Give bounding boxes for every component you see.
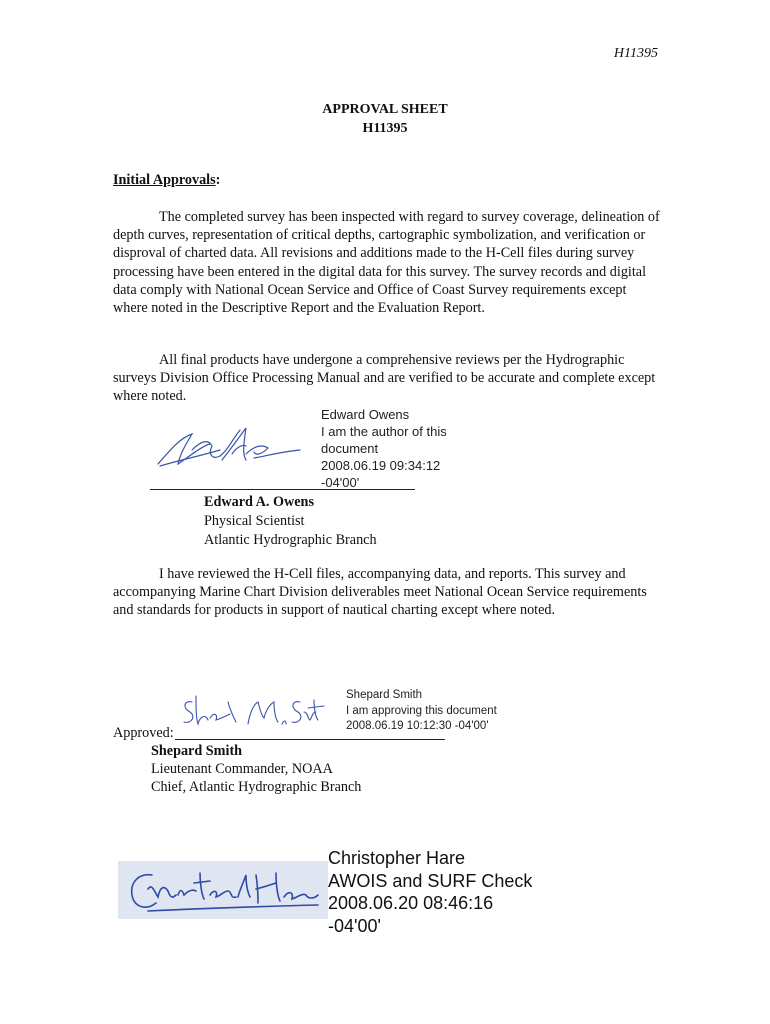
owens-sig-line-3: document <box>321 441 379 456</box>
initial-approvals-heading-text: Initial Approvals <box>113 172 216 188</box>
initial-approvals-heading <box>113 172 220 189</box>
hare-sig-line-1: Christopher Hare <box>328 848 466 868</box>
owens-org: Atlantic Hydrographic Branch <box>204 532 377 548</box>
owens-handwritten-signature <box>150 420 310 480</box>
owens-signature-block <box>204 493 377 550</box>
owens-sig-line-2: I am the author of this <box>321 424 447 439</box>
title-line-1: APPROVAL SHEET <box>322 102 448 117</box>
title-line-2: H11395 <box>362 121 408 136</box>
smith-signature-line <box>175 739 445 740</box>
smith-digital-signature <box>346 688 546 735</box>
owens-sig-line-1: Edward Owens <box>321 407 410 422</box>
owens-digital-signature <box>321 406 481 491</box>
document-id: H11395 <box>613 46 658 61</box>
owens-sig-line-5: -04'00' <box>321 475 360 490</box>
owens-name: Edward A. Owens <box>204 494 314 510</box>
owens-signature-line <box>150 489 415 490</box>
smith-handwritten-signature <box>178 690 328 732</box>
owens-sig-line-4: 2008.06.19 09:34:12 <box>321 458 441 473</box>
hare-handwritten-signature <box>118 861 328 919</box>
smith-sig-line-3: 2008.06.19 10:12:30 -04'00' <box>346 720 489 732</box>
smith-name: Shepard Smith <box>151 743 243 759</box>
owens-title: Physical Scientist <box>204 513 305 529</box>
inspection-paragraph-text: The completed survey has been inspected with regard to survey coverage, delineation of depth curves, representation of critical depths, cartographic symbolization, and verification or disproval of charted data. All revisions and additions made to the H-Cell files during survey processing have been entered in the digital data for this survey. The survey records and digital data comply with National Ocean Service and Office of Coast Survey requirements except where noted in the Descriptive Report and the Evaluation Report. <box>113 209 660 317</box>
smith-signature-block <box>151 742 361 796</box>
heading-colon: : <box>215 172 221 188</box>
review-paragraph <box>113 565 661 620</box>
hare-digital-signature <box>328 847 558 937</box>
final-products-paragraph <box>113 351 661 406</box>
hare-sig-line-2: AWOIS and SURF Check <box>328 870 533 891</box>
final-products-paragraph-text: All final products have undergone a comprehensive reviews per the Hydrographic surveys Division Office Processing Manual and are verified to be accurate and complete except where noted. <box>113 352 656 405</box>
review-paragraph-text: I have reviewed the H-Cell files, accompanying data, and reports. This survey and accompanying Marine Chart Division deliverables meet National Ocean Service requirements and standards for products in support of nautical charting except where noted. <box>113 566 647 619</box>
smith-title: Lieutenant Commander, NOAA <box>151 761 333 777</box>
smith-sig-line-2: I am approving this document <box>346 704 497 717</box>
smith-sig-line-1: Shepard Smith <box>346 689 423 701</box>
approved-label: Approved: <box>113 725 174 741</box>
smith-org: Chief, Atlantic Hydrographic Branch <box>151 779 362 795</box>
page-title <box>0 100 770 138</box>
inspection-paragraph <box>113 208 661 317</box>
hare-sig-line-4: -04'00' <box>328 915 381 936</box>
hare-sig-line-3: 2008.06.20 08:46:16 <box>328 893 494 913</box>
